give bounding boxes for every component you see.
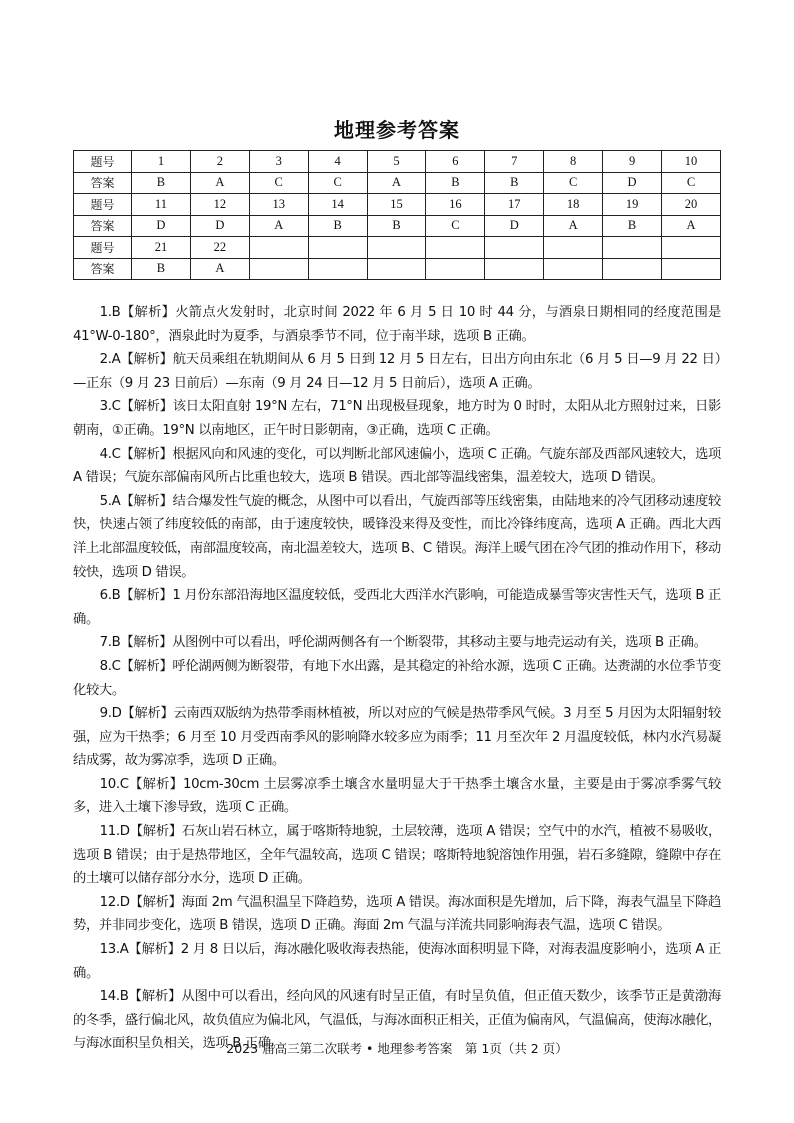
- table-cell: B: [426, 172, 485, 194]
- explanation-paragraph: 12.D【解析】海面 2m 气温积温呈下降趋势，选项 A 错误。海冰面积是先增加，后下降，海表气温呈下降趋势，并非同步变化，选项 B 错误，选项 D 正确。海面 2m 气温与洋流共同影响海表气温，选项 C 错误。: [73, 894, 721, 934]
- table-cell: 20: [662, 194, 721, 216]
- table-row: [74, 172, 721, 194]
- explanation-paragraph: 2.A【解析】航天员乘组在轨期间从 6 月 5 日到 12 月 5 日左右，日出方向由东北（6 月 5 日—9 月 22 日）—正东（9 月 23 日前后）—东南（9 月 24 日—12 月 5 日前后），选项 A 正确。: [73, 352, 721, 391]
- explanation-paragraph: 7.B【解析】从图例中可以看出，呼伦湖两侧各有一个断裂带，其移动主要与地壳运动有关，选项 B 正确。: [99, 635, 707, 651]
- table-cell: 10: [662, 151, 721, 173]
- table-cell: C: [426, 215, 485, 237]
- row-header-cell: 题号: [74, 194, 132, 216]
- table-cell: 12: [190, 194, 249, 216]
- table-cell: [367, 237, 426, 259]
- explanation-paragraph: 13.A【解析】2 月 8 日以后，海冰融化吸收海表热能，使海冰面积明显下降，对海表温度影响小，选项 A 正确。: [73, 942, 721, 981]
- table-cell: C: [249, 172, 308, 194]
- table-cell: C: [308, 172, 367, 194]
- row-header-cell: 题号: [74, 151, 132, 173]
- table-cell: B: [308, 215, 367, 237]
- table-cell: A: [662, 215, 721, 237]
- explanation-paragraph: 5.A【解析】结合爆发性气旋的概念，从图中可以看出，气旋西部等压线密集，由陆地来的冷气团移动速度较快，快速占领了纬度较低的南部，由于速度较快，暖锋没来得及变性，而比冷锋纬度高，选项 A 正确。西北大西洋上北部温度较低，南部温度较高，南北温差较大，选项 B、C 错误。海洋上暖气团在冷气团的推动作用下，移动较快，选项 D 错误。: [73, 493, 721, 580]
- table-cell: 5: [367, 151, 426, 173]
- table-row: [74, 215, 721, 237]
- explanation-paragraph: 4.C【解析】根据风向和风速的变化，可以判断北部风速偏小，选项 C 正确。气旋东部及西部风速较大，选项 A 错误；气旋东部偏南风所占比重也较大，选项 B 错误。西北部等温线密集，温差较大，选项 D 错误。: [73, 446, 721, 486]
- explanation-paragraph: 6.B【解析】1 月份东部沿海地区温度较低，受西北大西洋水汽影响，可能造成暴雪等灾害性天气，选项 B 正确。: [73, 588, 721, 627]
- table-cell: [662, 237, 721, 259]
- explanation-paragraph: 3.C【解析】该日太阳直射 19°N 左右，71°N 出现极昼现象，地方时为 0 时时，太阳从北方照射过来，日影朝南，①正确。19°N 以南地区，正午时日影朝南，③正确，选项 C 正确。: [73, 399, 721, 438]
- table-cell: 3: [249, 151, 308, 173]
- answer-table: [73, 150, 721, 280]
- explanations-section: [73, 301, 721, 1056]
- table-cell: 2: [190, 151, 249, 173]
- table-cell: B: [485, 172, 544, 194]
- explanation-paragraph: 11.D【解析】石灰山岩石林立，属于喀斯特地貌，土层较薄，选项 A 错误；空气中的水汽，植被不易吸收，选项 B 错误；由于是热带地区，全年气温较高，选项 C 错误；喀斯特地貌溶蚀作用强，岩石多缝隙，缝隙中存在的土壤可以储存部分水分，选项 D 正确。: [73, 824, 721, 887]
- table-cell: C: [544, 172, 603, 194]
- table-cell: [603, 237, 662, 259]
- table-cell: [485, 237, 544, 259]
- table-cell: [308, 258, 367, 280]
- table-cell: [485, 258, 544, 280]
- table-cell: [367, 258, 426, 280]
- table-cell: 8: [544, 151, 603, 173]
- table-cell: [603, 258, 662, 280]
- table-cell: 13: [249, 194, 308, 216]
- table-cell: [662, 258, 721, 280]
- table-cell: A: [367, 172, 426, 194]
- explanation-paragraph: 9.D【解析】云南西双版纳为热带季雨林植被，所以对应的气候是热带季风气候。3 月至 5 月因为太阳辐射较强，应为干热季；6 月至 10 月受西南季风的影响降水较多应为雨季；11 月至次年 2 月温度较低，林内水汽易凝结成雾，故为雾凉季，选项 D 正确。: [73, 706, 721, 769]
- explanation-paragraph: 10.C【解析】10cm-30cm 土层雾凉季土壤含水量明显大于干热季土壤含水量，主要是由于雾凉季雾气较多，进入土壤下渗导致，选项 C 正确。: [73, 776, 721, 816]
- table-cell: 9: [603, 151, 662, 173]
- table-cell: A: [544, 215, 603, 237]
- table-cell: 21: [132, 237, 191, 259]
- page-footer: 2023 届高三第二次联考 • 地理参考答案 第 1页（共 2 页）: [226, 1041, 568, 1056]
- table-cell: D: [132, 215, 191, 237]
- table-cell: 6: [426, 151, 485, 173]
- table-cell: 7: [485, 151, 544, 173]
- table-cell: [426, 258, 485, 280]
- table-cell: 14: [308, 194, 367, 216]
- table-cell: C: [662, 172, 721, 194]
- row-header-cell: 答案: [74, 258, 132, 280]
- table-cell: B: [603, 215, 662, 237]
- table-cell: 16: [426, 194, 485, 216]
- page-title: 地理参考答案: [334, 118, 460, 142]
- table-cell: A: [190, 258, 249, 280]
- table-cell: 22: [190, 237, 249, 259]
- table-cell: [249, 258, 308, 280]
- table-row: [74, 258, 721, 280]
- table-cell: B: [132, 258, 191, 280]
- table-cell: A: [249, 215, 308, 237]
- table-cell: [544, 258, 603, 280]
- row-header-cell: 答案: [74, 215, 132, 237]
- explanation-paragraph: 14.B【解析】从图中可以看出，经向风的风速有时呈正值，有时呈负值，但正值天数少，该季节正是黄渤海的冬季，盛行偏北风，故负值应为偏北风，气温低，与海冰面积正相关，正值为偏南风，气温偏高，使海冰融化，与海冰面积呈负相关，选项 B 正确。: [73, 989, 721, 1052]
- table-cell: 17: [485, 194, 544, 216]
- row-header-cell: 题号: [74, 237, 132, 259]
- row-header-cell: 答案: [74, 172, 132, 194]
- table-row: [74, 194, 721, 216]
- table-cell: [308, 237, 367, 259]
- explanation-paragraph: 8.C【解析】呼伦湖两侧为断裂带，有地下水出露，是其稳定的补给水源，选项 C 正确。达赉湖的水位季节变化较大。: [73, 658, 721, 698]
- table-cell: [249, 237, 308, 259]
- table-cell: 15: [367, 194, 426, 216]
- table-cell: 18: [544, 194, 603, 216]
- table-cell: 4: [308, 151, 367, 173]
- table-row: [74, 151, 721, 173]
- explanation-paragraph: 1.B【解析】火箭点火发射时，北京时间 2022 年 6 月 5 日 10 时 44 分，与酒泉日期相同的经度范围是 41°W-0-180°，酒泉此时为夏季，与酒泉季节不同，位于南半球，选项 B 正确。: [73, 305, 721, 344]
- table-cell: D: [603, 172, 662, 194]
- table-cell: [544, 237, 603, 259]
- table-cell: 19: [603, 194, 662, 216]
- table-cell: D: [485, 215, 544, 237]
- table-cell: D: [190, 215, 249, 237]
- table-cell: 11: [132, 194, 191, 216]
- table-cell: B: [367, 215, 426, 237]
- table-row: [74, 237, 721, 259]
- table-cell: A: [190, 172, 249, 194]
- table-cell: 1: [132, 151, 191, 173]
- table-cell: [426, 237, 485, 259]
- table-cell: B: [132, 172, 191, 194]
